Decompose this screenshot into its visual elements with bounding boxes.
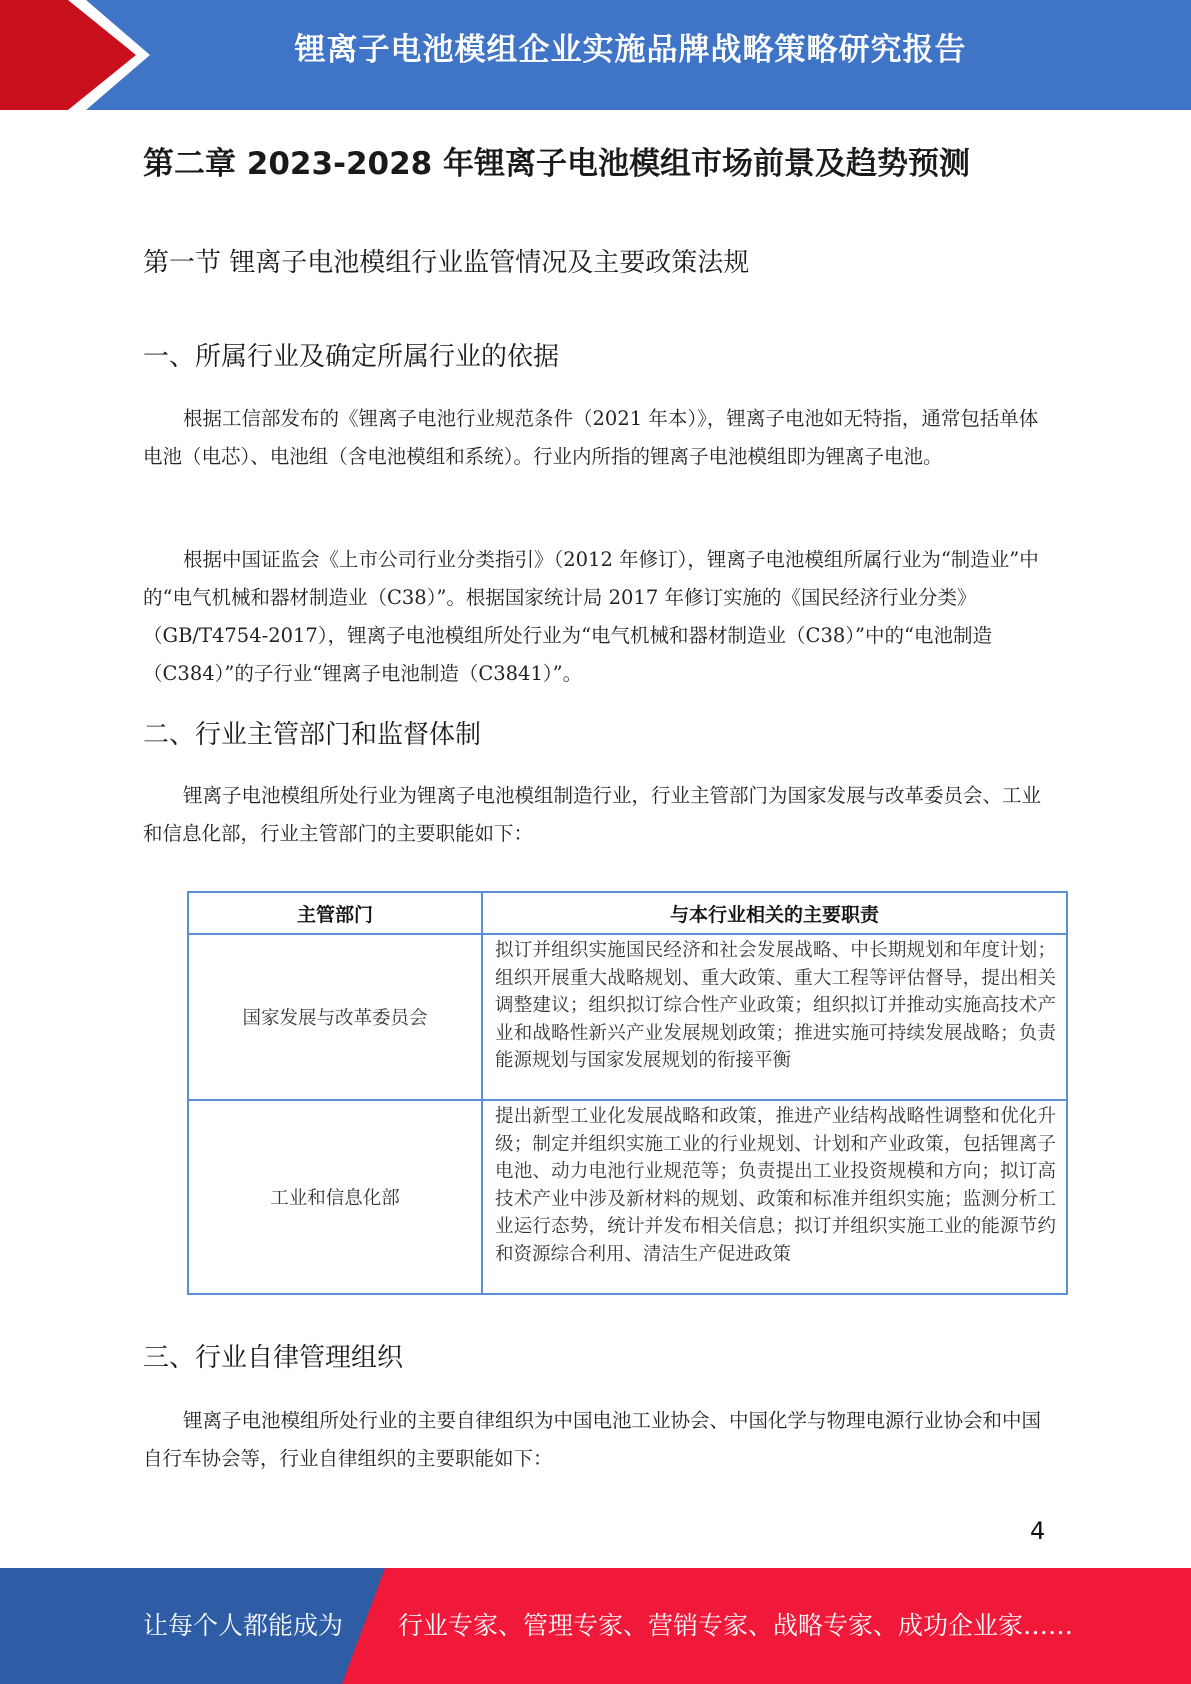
table-row bbox=[188, 934, 1067, 1100]
footer-slogan-left: 让每个人都能成为 bbox=[143, 1611, 344, 1640]
page-number: 4 bbox=[1030, 1517, 1046, 1545]
report-title: 锂离子电池模组企业实施品牌战略策略研究报告 bbox=[294, 32, 967, 68]
table-header-duty: 与本行业相关的主要职责 bbox=[482, 892, 1067, 934]
table-row bbox=[188, 1100, 1067, 1294]
footer-banner bbox=[0, 1568, 1191, 1684]
header-banner bbox=[0, 0, 1191, 110]
subsection-title-2: 二、行业主管部门和监督体制 bbox=[143, 720, 482, 750]
paragraph: 锂离子电池模组所处行业为锂离子电池模组制造行业，行业主管部门为国家发展与改革委员会、工业和信息化部，行业主管部门的主要职能如下： bbox=[143, 784, 1042, 845]
table-cell-dept: 国家发展与改革委员会 bbox=[188, 934, 482, 1100]
header-chevron-red bbox=[0, 0, 140, 110]
section-title: 第一节 锂离子电池模组行业监管情况及主要政策法规 bbox=[143, 248, 750, 278]
footer-slogan-right: 行业专家、管理专家、营销专家、战略专家、成功企业家…… bbox=[398, 1611, 1074, 1640]
subsection-title-3: 三、行业自律管理组织 bbox=[143, 1343, 404, 1373]
table-header-dept: 主管部门 bbox=[188, 892, 482, 934]
paragraph: 根据中国证监会《上市公司行业分类指引》（2012 年修订），锂离子电池模组所属行业为“制造业”中的“电气机械和器材制造业（C38）”。根据国家统计局 2017 年修订实施的《国民经济行业分类》（GB/T4754-2017），锂离子电池模组所处行业为“电气机械和器材制造业（C38）”中的“电池制造（C384）”的子行业“锂离子电池制造（C3841）”。 bbox=[143, 548, 1039, 685]
table-cell-duty: 拟订并组织实施国民经济和社会发展战略、中长期规划和年度计划；组织开展重大战略规划、重大政策、重大工程等评估督导，提出相关调整建议；组织拟订综合性产业政策；组织拟订并推动实施高技术产业和战略性新兴产业发展规划政策；推进实施可持续发展战略；负责能源规划与国家发展规划的衔接平衡 bbox=[482, 934, 1067, 1100]
paragraph: 根据工信部发布的《锂离子电池行业规范条件（2021 年本）》，锂离子电池如无特指，通常包括单体电池（电芯）、电池组（含电池模组和系统）。行业内所指的锂离子电池模组即为锂离子电池。 bbox=[143, 407, 1039, 468]
subsection-title-1: 一、所属行业及确定所属行业的依据 bbox=[143, 342, 560, 372]
paragraph: 锂离子电池模组所处行业的主要自律组织为中国电池工业协会、中国化学与物理电源行业协会和中国自行车协会等，行业自律组织的主要职能如下： bbox=[143, 1409, 1042, 1470]
table-header-row bbox=[188, 892, 1067, 934]
table-cell-dept: 工业和信息化部 bbox=[188, 1100, 482, 1294]
department-duties-table bbox=[187, 891, 1068, 1295]
chapter-title: 第二章 2023-2028 年锂离子电池模组市场前景及趋势预测 bbox=[143, 146, 971, 182]
table-cell-duty: 提出新型工业化发展战略和政策，推进产业结构战略性调整和优化升级；制定并组织实施工业的行业规划、计划和产业政策，包括锂离子电池、动力电池行业规范等；负责提出工业投资规模和方向；拟订高技术产业中涉及新材料的规划、政策和标准并组织实施；监测分析工业运行态势，统计并发布相关信息；拟订并组织实施工业的能源节约和资源综合利用、清洁生产促进政策 bbox=[482, 1100, 1067, 1294]
